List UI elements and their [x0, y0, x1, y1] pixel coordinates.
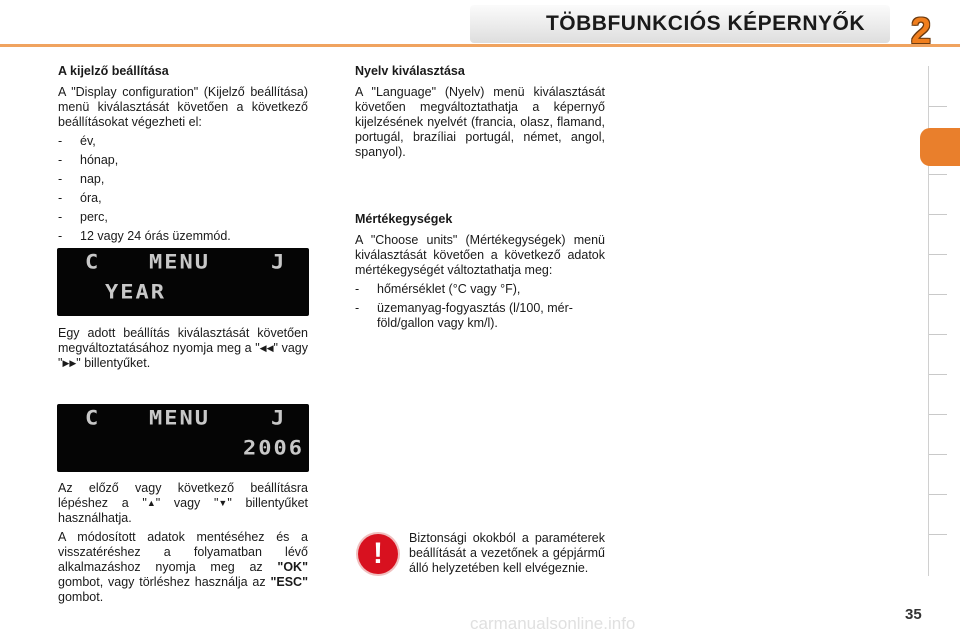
tab-divider [929, 414, 947, 415]
lcd-value: 2006 [243, 437, 304, 460]
lcd-bracket-right: J [271, 407, 287, 430]
header-rule [0, 44, 960, 47]
rewind-icon: ◀◀ [259, 343, 274, 353]
lcd-display-2006 [57, 404, 309, 472]
units-text: A "Choose units" (Mértékegységek) menü kiválasztását követően a következő adatok mértékegységét változtathatja meg: [355, 233, 605, 277]
language-text: A "Language" (Nyelv) menü kiválasztását követően megváltoztathatja a képernyő kijelzésének nyelvét (francia, olasz, flamand, portugál, brazíliai portugál, német, angol, spanyol). [355, 85, 605, 159]
list-item: - hőmérséklet (°C vagy °F), [355, 282, 521, 296]
lcd-value: YEAR [105, 281, 166, 304]
list-item: - hónap, [58, 153, 119, 167]
arrow-up-icon: ▲ [146, 498, 156, 508]
display-settings-list [58, 134, 308, 244]
fast-forward-icon: ▶▶ [62, 358, 77, 368]
tab-divider [929, 174, 947, 175]
lcd-display-year [57, 248, 309, 316]
page-header [0, 0, 960, 62]
section-title-language: Nyelv kiválasztása [355, 64, 465, 78]
tab-divider [929, 294, 947, 295]
tab-divider [929, 214, 947, 215]
lcd-bracket-left: C [85, 407, 101, 430]
units-list [355, 282, 605, 331]
page-number: 35 [905, 606, 922, 623]
units-section [355, 212, 605, 335]
lcd-bracket-right: J [271, 251, 287, 274]
tab-divider [929, 494, 947, 495]
display-config-intro: A "Display configuration" (Kijelző beállítása) menü kiválasztását követően a következő beállításokat végezheti el: [58, 85, 308, 129]
list-item: - üzemanyag-fogyasztás (l/100, mérföld/gallon vagy km/l). [355, 301, 573, 330]
tab-active-chapter [920, 128, 960, 166]
lcd-bracket-left: C [85, 251, 101, 274]
chapter-badge [896, 8, 946, 54]
list-item: - perc, [58, 210, 108, 224]
lcd-menu-label: MENU [149, 407, 210, 430]
ok-key-label: "OK" [277, 560, 308, 574]
tab-divider [929, 534, 947, 535]
language-section [355, 64, 605, 164]
esc-key-label: "ESC" [270, 575, 308, 589]
tab-divider [929, 374, 947, 375]
list-item: - óra, [58, 191, 102, 205]
navigation-text: Az előző vagy következő beállításra lépéshez a "▲" vagy "▼" billentyűket használhatja. A módosított adatok mentéséhez és a visszatéréshez a folyamatban lévő alkalmazáshoz nyomja meg az "OK" gombot, vagy törléshez használja az "ESC" gombot. [58, 481, 308, 604]
arrow-down-icon: ▼ [218, 498, 228, 508]
section-title-units: Mértékegységek [355, 212, 453, 226]
tab-divider [929, 254, 947, 255]
display-config-section [58, 64, 308, 248]
change-setting-text: Egy adott beállítás kiválasztását követően megváltoztatásához nyomja meg a "◀◀" vagy "▶▶" billentyűket. [58, 326, 308, 370]
page-title: TÖBBFUNKCIÓS KÉPERNYŐK [545, 12, 865, 35]
watermark: carmanualsonline.info [470, 614, 636, 633]
tab-divider [929, 334, 947, 335]
lcd-menu-label: MENU [149, 251, 210, 274]
list-item: - 12 vagy 24 órás üzemmód. [58, 229, 231, 243]
chapter-number: 2 [910, 10, 932, 51]
tab-divider [929, 454, 947, 455]
save-instructions: A módosított adatok mentéséhez és a visszatéréshez a folyamatban lévő alkalmazáshoz nyomja meg az "OK" gombot, vagy törléshez használja az "ESC" gombot. [58, 530, 308, 604]
exclamation-icon: ! [358, 534, 398, 574]
section-title-display: A kijelző beállítása [58, 64, 169, 78]
tab-divider [929, 106, 947, 107]
list-item: - nap, [58, 172, 105, 186]
list-item: - év, [58, 134, 96, 148]
safety-warning-text: Biztonsági okokból a paraméterek beállítását a vezetőnek a gépjármű álló helyzetében kell elvégeznie. [409, 531, 605, 575]
